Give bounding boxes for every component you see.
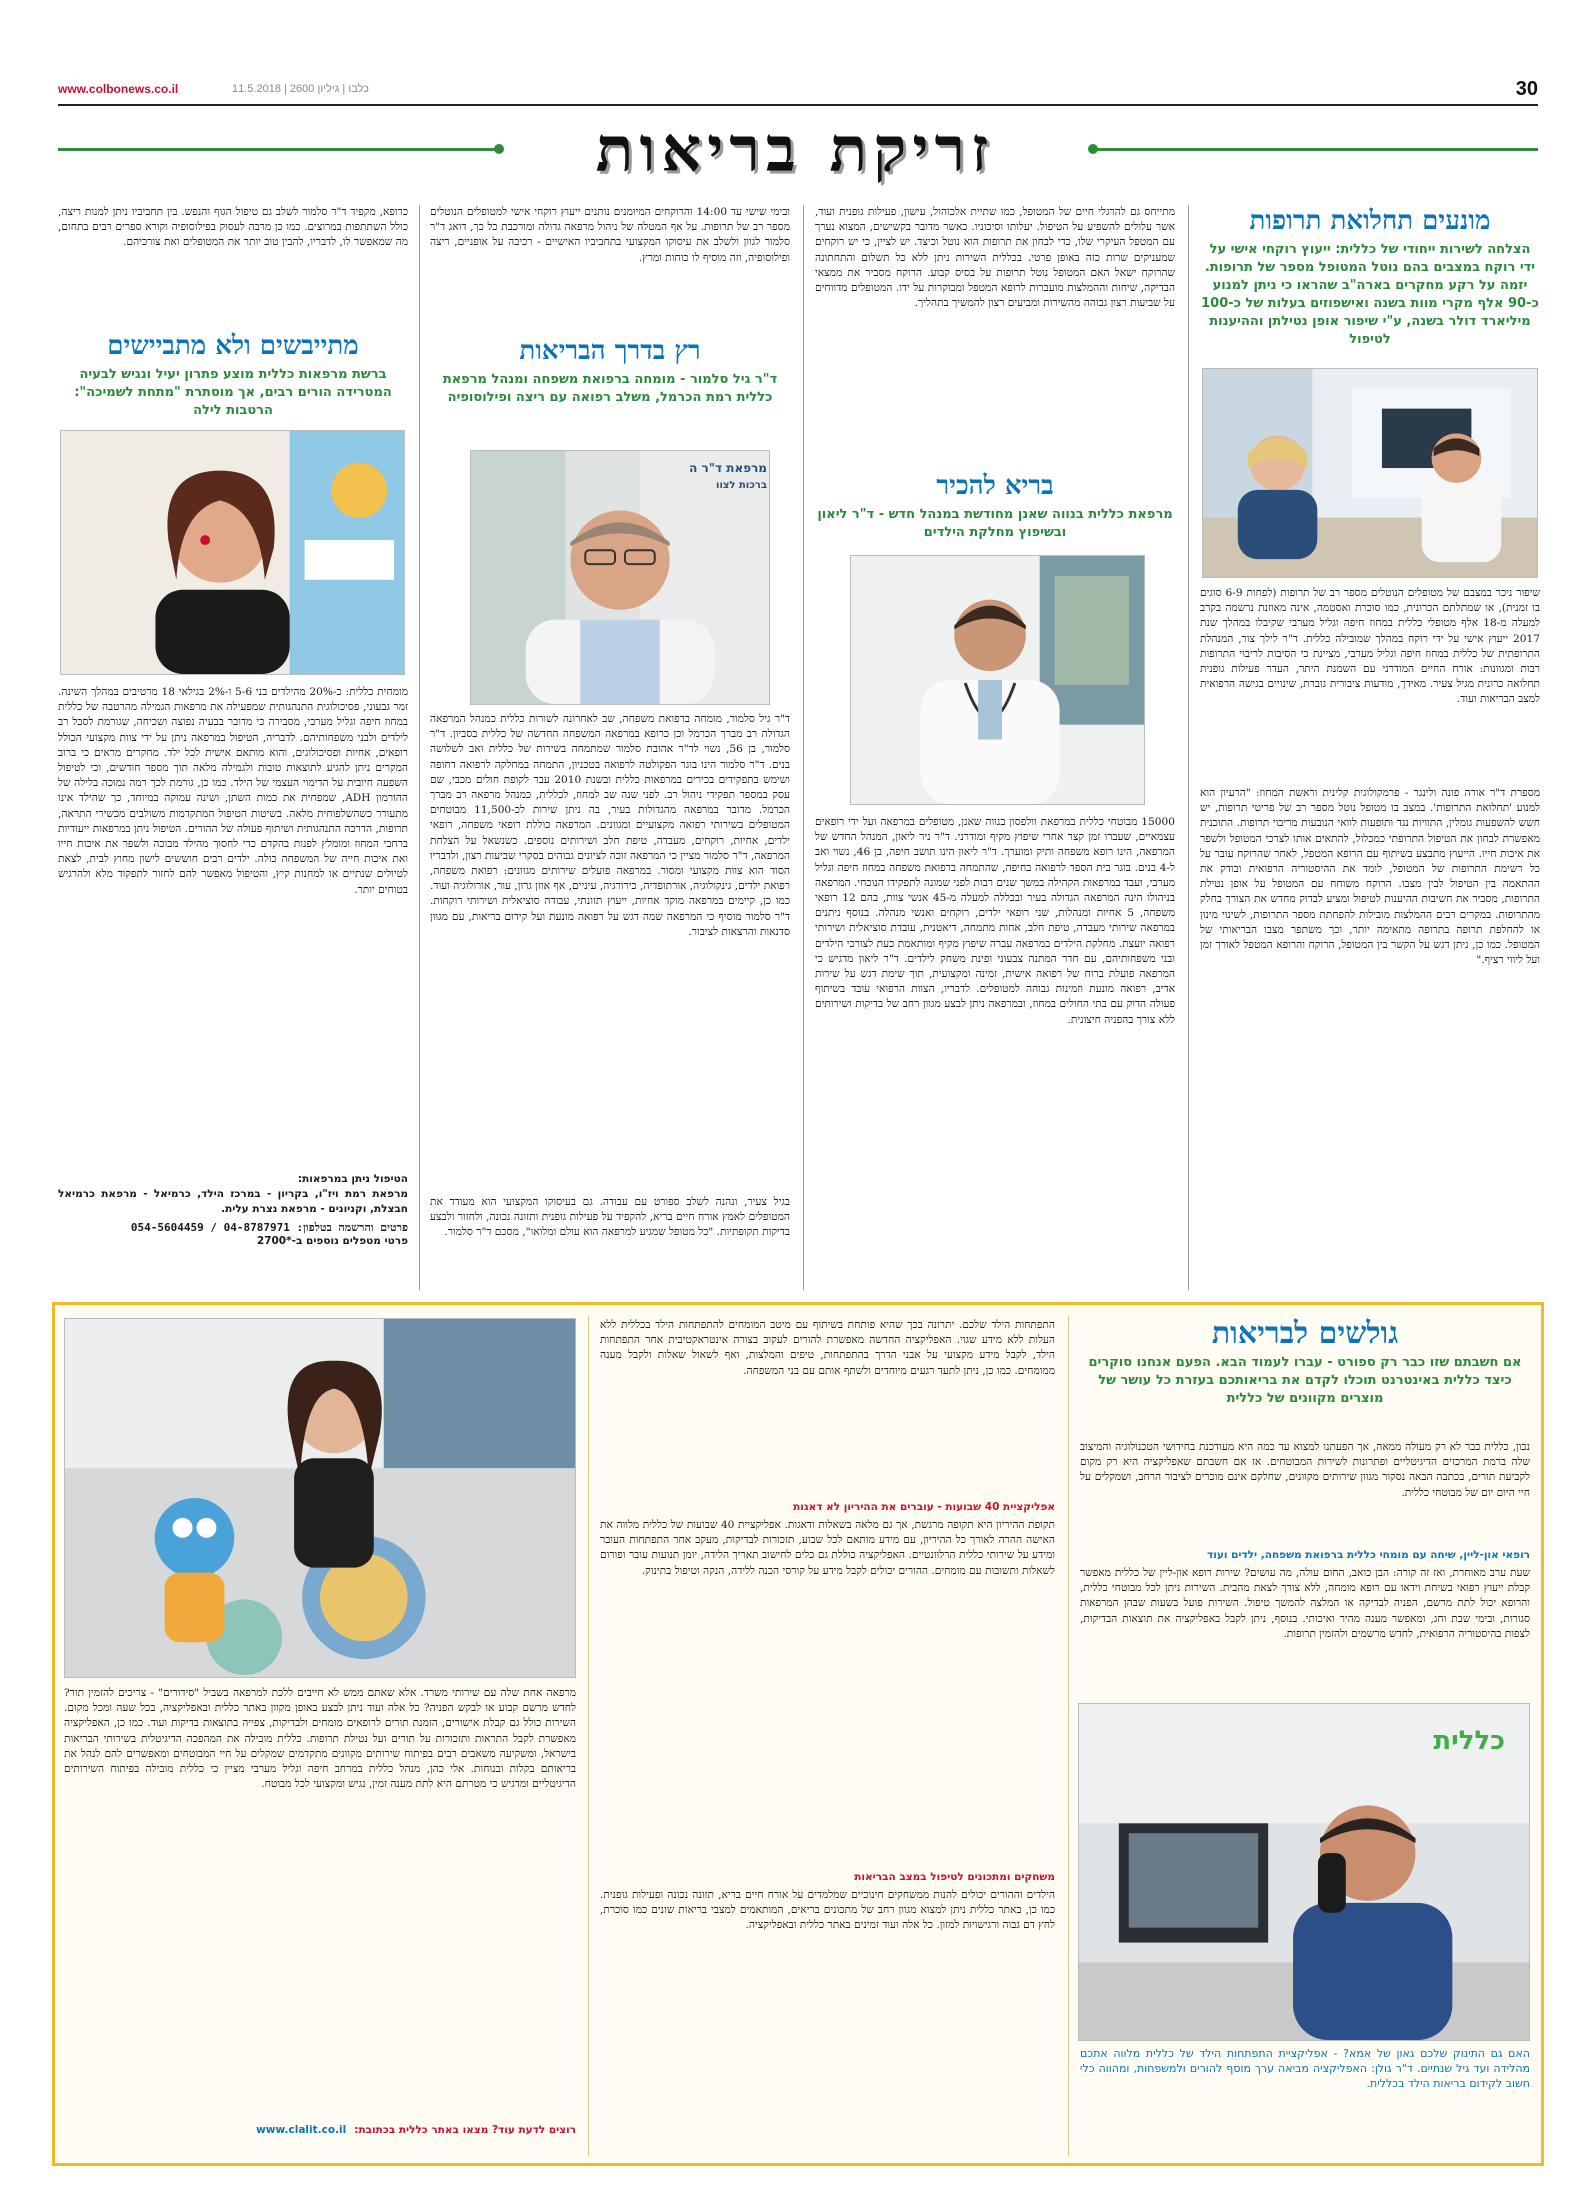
bedwetting-clinics: מרפאת רמת ויז"ו, בקריון - במרכז הילד, כרמיאל - מרפאת כרמיאל חבצלת, וקניונים - מרפאת נצרת עלית. bbox=[58, 1188, 408, 1215]
article-running bbox=[430, 335, 790, 407]
box-column-rule-2 bbox=[588, 1316, 589, 2156]
banner-title: זריקת בריאות bbox=[595, 113, 995, 186]
surfing-photo-caption: האם גם התינוק שלכם גאון של אמא? - אפליקציית התפתחות הילד של כללית מלווה אתכם מהלידה ועד גיל שנתיים. ד"ר גולן: האפליקציה מביאה ערך מוסף להורים ולמשפחות, ומהווה כלי חשוב לקידום בריאות הילד בכללית. bbox=[1080, 2047, 1530, 2090]
banner-rule-left bbox=[58, 148, 498, 151]
page-number: 30 bbox=[1515, 78, 1538, 100]
bedwetting-photo bbox=[60, 430, 405, 675]
surfing-body-right: נכון, כללית כבר לא רק מעולה ממאה, אך הפעתנו למצוא עד כמה היא מעודכנת בחידושי הטכנולוגיה והמיצוב שלה ברמת המרכזים הדיגיטליים ופתרונות לשירות המבוטחים. אז אם חשבתם שאפליקציה היא רק מקום לקביעת תורים, בכתבה הבאה נסקור מגוון שירותים מקוונים, שחלקם אינם מוכרים לציבור הרחב, ושמקלים על חיי היום יום של מבוטחי כללית. bbox=[1080, 1441, 1530, 1499]
surfing-body-left: מרפאה אחת שלה עם שירותי משרד. אלא שאתם ממש לא חייבים ללכת למרפאה בשביל "סידורים" - צריכים להזמין תור? לחדש מרשם קבוע או לבקש הפניה? כל אלה ועוד ניתן לבצע באופן מקוון באתר כללית ובאפליקציה, בכל שעה ומכל מקום. השירות כולל גם קבלת אישורים, הזמנת תורים לרופאים מומחים ולבדיקות, צפייה בתוצאות בדיקות ועוד. כמו כן, האפליקציה מאפשרת לקבל התראות ותזכורות על תורים ועל נטילת תרופות. כללית מובילה את המהפכה הדיגיטלית בשירותי הבריאות בישראל, ומשקיעה משאבים רבים בפיתוח שירותים מקוונים מתקדמים שמקלים על חיי המבוטחים ומאפשרים להם לנהל את בריאותם בקלות ובנוחות. אלי כהן, מנהל כללית במרחב חיפה וגליל מערבי מציין כי כללית מובילה בפיתוח השירותים הדיגיטליים ומדגיש כי מטרתם היא לתת מענה זמין, נגיש ומקצועי לכל מבוטח. bbox=[64, 1687, 576, 1791]
column-rule-1 bbox=[1188, 205, 1189, 1290]
clinic-sign-line-2: ברכות לצוו bbox=[716, 480, 767, 491]
healthy-body-top: מתייחס גם להרגלי חיים של המטופל, כמו שתיית אלכוהול, עישון, פעילות גופנית ועוד, אשר עלולים להשפיע על הטיפול. יעלותו וסיכוניו. כאשר מדובר בקשישים, המצוא נערך עם המטפל העיקרי שלו, כדי לבחון את תרופות הוא נוטל וכיצד. יש לציין, כי יש רוקחים שמעניקים שרות כזה באופן פרטי. בכללית השירות ניתן ללא כל תשלום והתחתונה שהרוקח ישאל האם המטופל נוטל תרופות על בסיס קבוע. הרוקח מסביר את ממצאי הבדיקה, שיחות וההמלצות מועברות לרופא המטפל ומבוקרות על ידו. המטופלים מדווחים על שביעות רצון גבוהה מהשירות ומביעים רצון להמשיך בתהליך. bbox=[815, 206, 1175, 310]
article-surfing bbox=[1080, 1318, 1530, 1408]
surfing-sub-right: רופאי און-ליין, שיחה עם מומחי כללית ברפואת משפחה, ילדים ועוד bbox=[1207, 1549, 1530, 1561]
surfing-sub-mid-2: משחקים ומתכונים לטיפול במצב הבריאות bbox=[854, 1871, 1055, 1883]
surfing-footer-url[interactable]: www.clalit.co.il bbox=[256, 2124, 347, 2136]
doctor-leon-image bbox=[851, 556, 1144, 804]
running-body-bottom: בגיל צעיר, ונהנה לשלב ספורט עם עבודה. גם בעיסוקו המקצועי הוא מעודד את המטופלים לאמץ אורח חיים בריא, להקפיד על פעילות גופנית ותזונה נכונה, ולחזור ולבצע בדיקות תקופתיות. "כל מטופל שמגיע למרפאה הוא עולם ומלואו", מסכם ד"ר סלמור. bbox=[430, 1196, 790, 1239]
banner-rule-right bbox=[1096, 148, 1538, 151]
banner-dot-left bbox=[494, 144, 504, 154]
surfing-sub-mid: אפליקציית 40 שבועות - עוברים את ההיריון לא דאגות bbox=[793, 1501, 1055, 1513]
bedwetting-body: מומחית כללית: כ-20% מהילדים בני 5-6 ו-2% בגילאי 18 מרטיבים במהלך השינה. זמר גבעוני, פסיכולוגית התנהגותית שמפעילה את מרפאות הגמילה מהרטבה של כללית במחוז חיפה וגליל מערבי, מסבירה כי מדובר בבעיה נפוצה ושכיחה, שגורמת לסבל רב לילדים ולבני משפחותיהם. לדבריה, הטיפול במרפאה ניתן על ידי צוות מקצועי הכולל רופאים, אחיות ופסיכולוגים, והוא מותאם אישית לכל ילד. מחקרים מראים כי ברוב המקרים ניתן להגיע לתוצאות טובות ולגמילה מלאה תוך מספר חודשים, וכי לטיפול השפעה חיובית על הדימוי העצמי של הילד. כמו כן, גורמת לכך רמה נמוכה בלילה של ההורמון ADH, שמפחית את כמות השתן, ושינה עמוקה במיוחד, כך שהילד אינו מתעורר כשהשלפוחית מלאה. בשיטות הטיפול המתקדמות משולבים מכשירי התראה, תרופות, הדרכה התנהגותית ושיתוף פעולה של ההורים. הטיפול ניתן במרפאות ייעודיות ברחבי המחוז ומומלץ לפנות בהקדם כדי לחסוך מהילד מבוכה ולשפר את איכות חייו ואת איכות חייה של המשפחה כולה. ילדים רבים חוששים לישון מחוץ לבית, לצאת לטיולים שנתיים או למחנות קיץ, והטיפול מאפשר להם לחזור לתפקוד מלא ולהרגיש בטוחים יותר. bbox=[58, 686, 408, 896]
column-rule-2 bbox=[803, 205, 804, 1290]
running-subhead: ד"ר גיל סלמור - מומחה ברפואת משפחה ומנהל מרפאת כללית רמת הכרמל, משלב רפואה עם ריצה ופילוסופיה bbox=[442, 372, 778, 405]
bedwetting-subhead: ברשת מרפאות כללית מוצע פתרון יעיל ונגיש לבעיה המטרידה הורים רבים, אך מוסתרת "מתחת לשמיכה": הרטבות לילה bbox=[74, 367, 392, 418]
surfing-body-mid-3: הילדים וההורים יכולים להנות ממשחקים חינוכיים שמלמדים על אורח חיים בריא, תזונה נכונה ופעילות גופנית. כמו כן, באתר כללית ניתן למצוא מגוון רחב של מתכונים בריאים, המותאמים למצבי בריאות שונים כמו סוכרת, לחץ דם גבוה ורגישויות למזון. כל אלה ועוד זמינים באתר כללית ובאפליקציה. bbox=[600, 1889, 1055, 1932]
healthy-subhead: מרפאת כללית בנווה שאנן מחודשת במנהל חדש - ד"ר ליאון ובשיפוץ מחלקת הילדים bbox=[817, 507, 1173, 540]
surfing-body-mid-1: התפתחות הילד שלכם. יתרונה בכך שהיא פותחת בשיתוף עם מיטב המומחים להתפתחות הילד בכללית ללא העלות ללא מידע שגוי. האפליקציה החדשה מאפשרת להורים לעקוב בצורה אינטראקטיבית אחר התפתחות הילד, לקבל מידע מקצועי על אבני הדרך בהתפתחות, טיפים והמלצות, ואף לשאול שאלות ולקבל מענה ממומחים. כמו כן, ניתן לתעד רגעים מיוחדים ולשתף אותם עם בני המשפחה. bbox=[600, 1319, 1055, 1377]
bedwetting-extra: פרטי מטפלים נוספים ב-*2700 bbox=[256, 1235, 408, 1247]
article-healthy bbox=[815, 470, 1175, 542]
healthy-body: 15000 מבוטחי כללית במרפאת וולפסון בנווה שאנן, מטופלים במרפאה ועל ידי רופאים עצמאיים, שעברו זמן קצר אחרי שיפוץ מקיף ומודרני. ד"ר ניר ליאון, המנהל החדש של המרפאה, הינו רופא משפחה ותיק ומוערך. ד"ר ליאון הינו תושב חיפה, בן 46, נשוי ואב ל-4 בנים. בוגר בית הספר לרפואה בחיפה, שהתמחה ברפואת משפחה במחוז חיפה וגליל מערבי, ועבד במרפאות הקהילה במשך שנים רבות לפני שמונה לתפקידו הנוכחי. המרפאה בניהולו הינה המרפאה הגדולה בעיר ובכללה למעלה מ-45 אנשי צוות, בהם 12 רופאי משפחה, 5 אחיות ומנהלות, שני רופאי ילדים, רוקחים ואנשי מנהלה. בנוסף ניתנים במרפאה שירותי מעבדה, טיפת חלב, אחות מתמחה, דיאטנית, עובדת סוציאלית ושירותי רפואה יועצת. מחלקת הילדים במרפאה עברה שיפוץ מקיף ומותאמת כעת לצורכי הילדים ובני משפחותיהם, עם חדר המתנה צבעוני ופינת משחק לילדים. ד"ר ליאון מדגיש כי המרפאה פועלת ברוח של רפואה אישית, זמינה ומקצועית, תוך שימת דגש על שירות אדיב, רפואה מונעת וזמינות גבוהה למטופלים. לדבריו, הצוות הרפואי עובד בשיתוף פעולה הדוק עם בתי החולים במחוז, ובמרפאה ניתן לבצע מגוון רחב של בדיקות ושירותים ללא צורך בהפניה חיצונית. bbox=[815, 816, 1175, 1026]
running-body-top: ובימי שישי עד 14:00 והרוקחים המיומנים נותנים ייעוץ רוקחי אישי למטופלים הנוטלים מספר רב של תרופות. על אף המטלה של ניהול מרפאה גדולה ומורכבת כל כך, דואג ד"ר סלמור לגוון ולשלב את עיסוקו המקצועי בתחביביו האישיים - רכיבה על אופניים, ריצה ופילוסופיה, וזה מוסיף לו כוחות ומרץ. bbox=[430, 206, 790, 264]
surfing-footer-question: רוצים לדעת עוד? מצאו באתר כללית בכתובת: bbox=[354, 2124, 576, 2136]
issue-info: כלבו | גיליון 2600 | 11.5.2018 bbox=[232, 83, 369, 95]
clinic-sign bbox=[671, 459, 767, 495]
running-headline: רץ בדרך הבריאות bbox=[519, 336, 701, 366]
girl-with-mascot-image bbox=[65, 1319, 575, 1677]
page-header bbox=[58, 78, 1538, 102]
clinic-sign-line-1: מרפאת ד"ר ה bbox=[689, 461, 767, 475]
column-rule-3 bbox=[419, 205, 420, 1290]
surfing-headline: גולשים לבריאות bbox=[1211, 1316, 1399, 1351]
preventing-body-1: שיפור ניכר במצבם של מטופלים הנוטלים מספר רב של תרופות (לפחות 6-9 סוגים בו זמנית), או שמתלתם הכרונית, כמו סוכרת ואסטמה, אינה מאוזנת נרשמה בקרב למעלה מ-18 אלף מטופלי כללית במחוז חיפה וגליל מערבי שקיבלו במהלך שנת 2017 ייעוץ אישי על ידי רוקח במהלך שמובילה כללית. ד"ר לילך צור, המנהלת התרופתית של כללית במחוז חיפה וגליל מערבי, מציינת כי הסיבות לריבוי התרופות רבות ומגוונות: אורח החיים המודרני עם השמנת היתר, העדר פעילות גופנית תחלואה כרונית מגיל צעיר. מאידך, מודעות ציבורית גוברת, שינויים בגישה הרפואית למצב הבריאות ועוד. bbox=[1200, 587, 1540, 706]
preventing-photo bbox=[1202, 368, 1538, 578]
section-banner bbox=[510, 110, 1080, 190]
clalit-logo: כללית bbox=[1433, 1726, 1505, 1756]
preventing-subhead: הצלחה לשירות ייחודי של כללית: ייעוץ רוקחי אישי על ידי רוקח במצבים בהם נוטל המטופל מספר של תרופות. יזמה על רקע מחקרים בארה"ב שהראו כי ניתן למנוע כ-90 אלף מקרי מוות בשנה ואישפוזים בעלות של כ-100 מיליארד דולר בשנה, ע"י שיפור אופן נטילתן וההיענות לטיפול bbox=[1201, 242, 1539, 347]
bedwetting-clinics-label: הטיפול ניתן במרפאות: bbox=[297, 1173, 408, 1185]
article-bedwetting bbox=[58, 330, 408, 420]
surfing-subhead: אם חשבתם שזו כבר רק ספורט - עברו לעמוד הבא. הפעם אנחנו סוקרים כיצד כללית באינטרנט תוכלו לקדם את בריאותכם בעזרת כל עושר של מוצרים מקוונים של כללית bbox=[1088, 1355, 1522, 1406]
surfing-footer bbox=[64, 2124, 576, 2136]
header-rule bbox=[58, 104, 1538, 106]
surfing-body-mid-2: תקופת ההיריון היא תקופה מרגשת, אך גם מלאה בשאלות ודאגות. אפליקציית 40 שבועות של כללית מלווה את האישה ההרה לאורך כל ההיריון, עם מידע מותאם לכל שבוע, תזכורות לבדיקות, מעקב אחר התפתחות העובר ומידע על שירותי כללית הרלוונטיים. האפליקציה כוללת גם כלים לחישוב תאריך הלידה, יומן תנועות עובר ופורום לשאלות ותשובות עם מומחים. ההורים יכולים לקבל מידע על קורסי הכנה ללידה, הנקה וטיפול בתינוק. bbox=[600, 1519, 1055, 1577]
bedwetting-headline: מתייבשים ולא מתביישים bbox=[107, 331, 359, 361]
healthy-headline: בריא להכיר bbox=[936, 471, 1054, 501]
site-url[interactable]: www.colbonews.co.il bbox=[58, 82, 179, 96]
running-body: ד"ר גיל סלמור, מומחה ברפואת משפחה, שב לאחרונה לשורות כללית כמנהל המרפאה הגדולה רב מברך הכרמל וכן כרופא במרפאה המשפחה החדשה של כללית בסביון. ד"ר סלמור, בן 56, נשוי לד"ר אהובת סלמור שמתמחה בשירות של כללית ואב לשלושה בנים. ד"ר סלמור הינו בוגר הפקולטה לרפואה בטכניון, התמחה במחלקה לרפואה דחופה ושימש בתפקידים בכירים במרפאות כללית ובשנת 2010 עבר לקופת חולים מכבי, שם עסק במספר תפקידי ניהול רב. לפני שנה שב למחוז, לכללית, כמנהל מרפאה רב מברך הכרמל. מדובר במרפאה מהגדולות בעיר, בה ניתן שירות לכ-11,500 מבוטחים המטופלים בשירותי רפואה מקצועיים ומגוונים. המרפאה כוללת רופאי משפחה, רופאי ילדים, אחיות, רוקחים, מעבדה, טיפת חלב ושירותים נוספים. כשנשאל על הצלחת המרפאה, ד"ר סלמור מציין כי המרפאה זוכה לציונים גבוהים בסקרי שביעות רצון, ולדבריו הסוד הוא צוות מקצועי ומסור. במרפאה פועלים שירותים מגוונים: רפואת משפחה, רפואת ילדים, גינקולוגיה, אורתופדיה, כירורגיה, עיניים, אף אוזן גרון, עור, אורולוגיה ועוד. כמו כן, קיימים במרפאה מוקד אחיות, ייעוץ תזונתי, עבודה סוציאלית ושירותי רוקחות. ד"ר סלמור מוסיף כי המרפאה שמה דגש על רפואה מונעת ועל קידום בריאות, עם מגוון סדנאות והרצאות לציבור. bbox=[430, 713, 790, 938]
article-preventing bbox=[1200, 205, 1540, 349]
surfing-photo-right bbox=[1078, 1703, 1530, 2041]
bedwetting-contact bbox=[58, 1172, 408, 1249]
preventing-body-2: מספרת ד"ר אורה פונה ולינגר - פרמקולוגית קלינית וראשת המחוז: "הרעיון הוא למנוע 'תחלואת התרופות'. במצב בו מטופל נוטל מספר רב של פריטי תרופות, יש חשש להשפעות גומלין, התוויות נגד ותופעות לוואי הנובעות מריבוי תרופות. התוכנית מאפשרת לבחון את הטיפול התרופתי כמכלול, להתאים אותו לצרכי המטופל ולשפר את איכות חייו. הייעוץ מתבצע בשיתוף עם הרופא המטפל, לאחר שהרוקח עובר על כל רשימת התרופות של המטופל, לומד את ההיסטוריה הרפואית ובודק את ההתאמה בין הטיפול לבין מצבו. הרוקח משוחח עם המטופל על אופן נטילת התרופות, מסביר את חשיבות ההיענות לטיפול ומציע לבדוק מחדש את הצורך בחלק מהתרופות. במקרים רבים ההמלצות מובילות להפחתת מספר התרופות, לשינוי מינון או להחלפת תרופה בתרופה מתאימה יותר, וכך משתפר מצבו הבריאותי של המטופל. כמו כן, ניתן דגש על הקשר בין המטופל, הרוקח והרופא המטפל לאורך זמן ועל ליווי רציף." bbox=[1200, 787, 1540, 967]
surfing-photo-left bbox=[64, 1318, 576, 1678]
pharmacist-consult-image bbox=[1203, 369, 1537, 577]
running-photo bbox=[470, 450, 770, 705]
bedwetting-phones[interactable]: פרטים והרשמה בטלפון: 04-8787971 / 054-5604459 bbox=[130, 1221, 408, 1234]
box-column-rule-1 bbox=[1068, 1316, 1069, 2156]
psychologist-image bbox=[61, 431, 404, 674]
preventing-headline: מונעים תחלואת תרופות bbox=[1249, 206, 1491, 236]
healthy-photo bbox=[850, 555, 1145, 805]
surfing-body-right-2: שעת ערב מאוחרת, ואז זה קורה: הבן כואב, החום עולה, מה עושים? שירות רופא און-ליין של כללית מאפשר קבלת ייעוץ רפואי בשיחת וידאו עם רופא מומחה, ללא צורך לצאת מהבית. השירות ניתן לכל מבוטחי כללית, והרופא יכול לתת מרשם, הפניה לבדיקה או המלצה להמשך טיפול. השירות פועל בשעות שבהן המרפאות סגורות, ובימי שבת וחג, ומאפשר מענה מהיר ואיכותי. בנוסף, ניתן לקבל באפליקציה את תוצאות הבדיקות, לצפות בהיסטוריה הרפואית, לחדש מרשמים ולהזמין תרופות. bbox=[1080, 1567, 1530, 1640]
bedwetting-body-top: כרופא, מקפיד ד"ר סלמור לשלב גם טיפול הגוף והנפש. בין תחביביו ניתן למנות ריצה, כולל השתתפות במרוצים. כמו כן מרבה לעסוק בפילוסופיה וקורא ספרים רבים בתחום, מה שמאפשר לו, לדבריו, להבין טוב יותר את המטופלים ואת צורכיהם. bbox=[58, 206, 408, 249]
